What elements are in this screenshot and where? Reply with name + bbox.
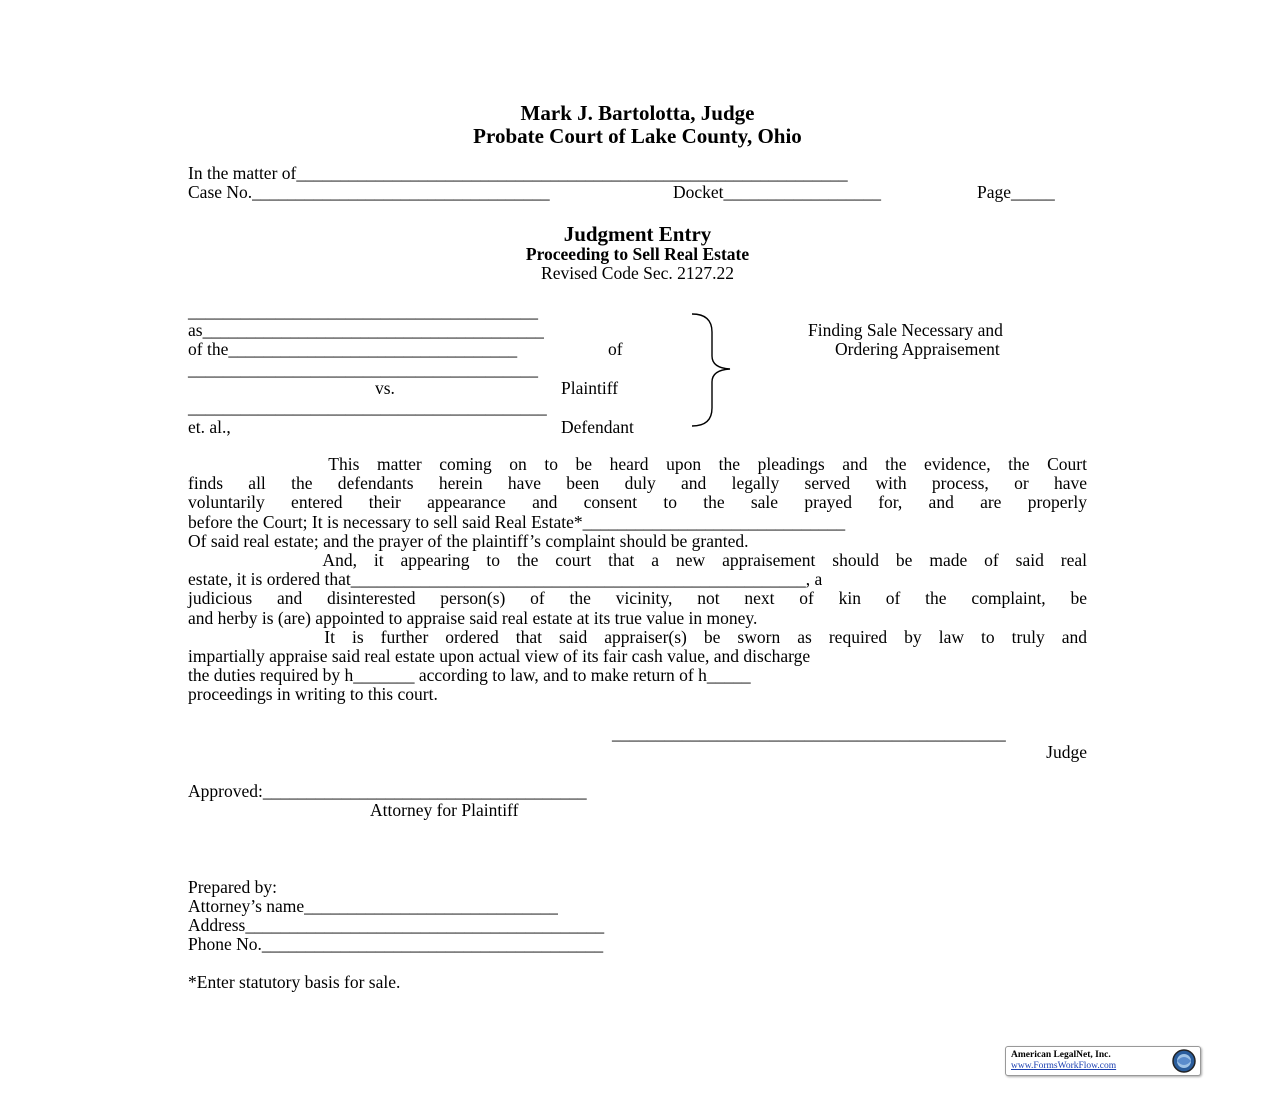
american-legalnet-logo[interactable] (1005, 1046, 1201, 1076)
body-line: And, it appearing to the court that a new appraisement should be made of said real (188, 550, 1087, 571)
body-line: finds all the defendants herein have been duly and legally served with process, or have (188, 473, 1087, 494)
body-line: It is further ordered that said appraiser(s) be sworn as required by law to truly and (188, 626, 1087, 647)
globe-icon (1171, 1048, 1197, 1074)
caption-defendant-label: Defendant (561, 417, 634, 437)
body-line: proceedings in writing to this court. (188, 684, 438, 705)
logo-url[interactable]: www.FormsWorkFlow.com (1011, 1061, 1117, 1071)
curly-brace-icon (690, 312, 736, 428)
logo-company: American LegalNet, Inc. (1011, 1050, 1111, 1060)
body-line: and herby is (are) appointed to appraise said real estate at its true value in money. (188, 607, 758, 628)
judge-label: Judge (1046, 742, 1087, 762)
caption-line-2[interactable]: ________________________________________ (188, 359, 538, 379)
caption-of-the-line[interactable]: of the_________________________________ (188, 339, 518, 359)
finding-line-1: Finding Sale Necessary and (808, 320, 1003, 340)
caption-et-al: et. al., (188, 417, 231, 437)
judge-heading: Mark J. Bartolotta, Judge (520, 101, 755, 125)
case-number-field[interactable]: Case No.__________________________________ (188, 182, 550, 202)
attorney-for-plaintiff-label: Attorney for Plaintiff (370, 800, 519, 820)
caption-vs: vs. (375, 378, 395, 398)
body-line[interactable]: before the Court; It is necessary to sell said Real Estate*______________________________ (188, 511, 846, 532)
caption-plaintiff-label: Plaintiff (561, 378, 619, 398)
body-line: This matter coming on to be heard upon the pleadings and the evidence, the Court (188, 454, 1087, 474)
body-text (188, 455, 1087, 705)
in-the-matter-field[interactable]: In the matter of_______________________________________________________________ (188, 163, 848, 183)
phone-field[interactable]: Phone No._______________________________________ (188, 934, 604, 954)
address-field[interactable]: Address_________________________________________ (188, 915, 605, 935)
page-field[interactable]: Page_____ (977, 182, 1055, 202)
body-line[interactable]: estate, it is ordered that____________________________________________________, a (188, 569, 823, 590)
caption-as-line[interactable]: as_______________________________________ (188, 320, 544, 340)
footnote: *Enter statutory basis for sale. (188, 972, 401, 992)
caption-name-line[interactable]: ________________________________________ (188, 301, 538, 321)
judge-signature-line[interactable]: _____________________________________________ (612, 723, 1006, 743)
approved-signature-field[interactable]: Approved:_____________________________________ (188, 781, 587, 801)
body-line[interactable]: the duties required by h_______ according to law, and to make return of h_____ (188, 665, 751, 686)
body-line: Of said real estate; and the prayer of the plaintiff’s complaint should be granted. (188, 530, 749, 551)
caption-line-3[interactable]: _________________________________________ (188, 397, 547, 417)
body-line: judicious and disinterested person(s) of the vicinity, not next of kin of the complaint, be (188, 588, 1087, 609)
document-subtitle: Proceeding to Sell Real Estate (525, 244, 750, 264)
document-title: Judgment Entry (563, 222, 712, 246)
attorney-name-field[interactable]: Attorney’s name_____________________________ (188, 896, 558, 916)
finding-line-2: Ordering Appraisement (835, 339, 1000, 359)
body-line: impartially appraise said real estate upon actual view of its fair cash value, and discharge (188, 646, 811, 667)
code-reference: Revised Code Sec. 2127.22 (541, 263, 734, 283)
court-heading: Probate Court of Lake County, Ohio (473, 124, 802, 148)
body-line: voluntarily entered their appearance and consent to the sale prayed for, and are properly (188, 492, 1087, 513)
prepared-by-heading: Prepared by: (188, 877, 277, 897)
caption-of-text: of (608, 339, 623, 359)
docket-field[interactable]: Docket__________________ (673, 182, 882, 202)
